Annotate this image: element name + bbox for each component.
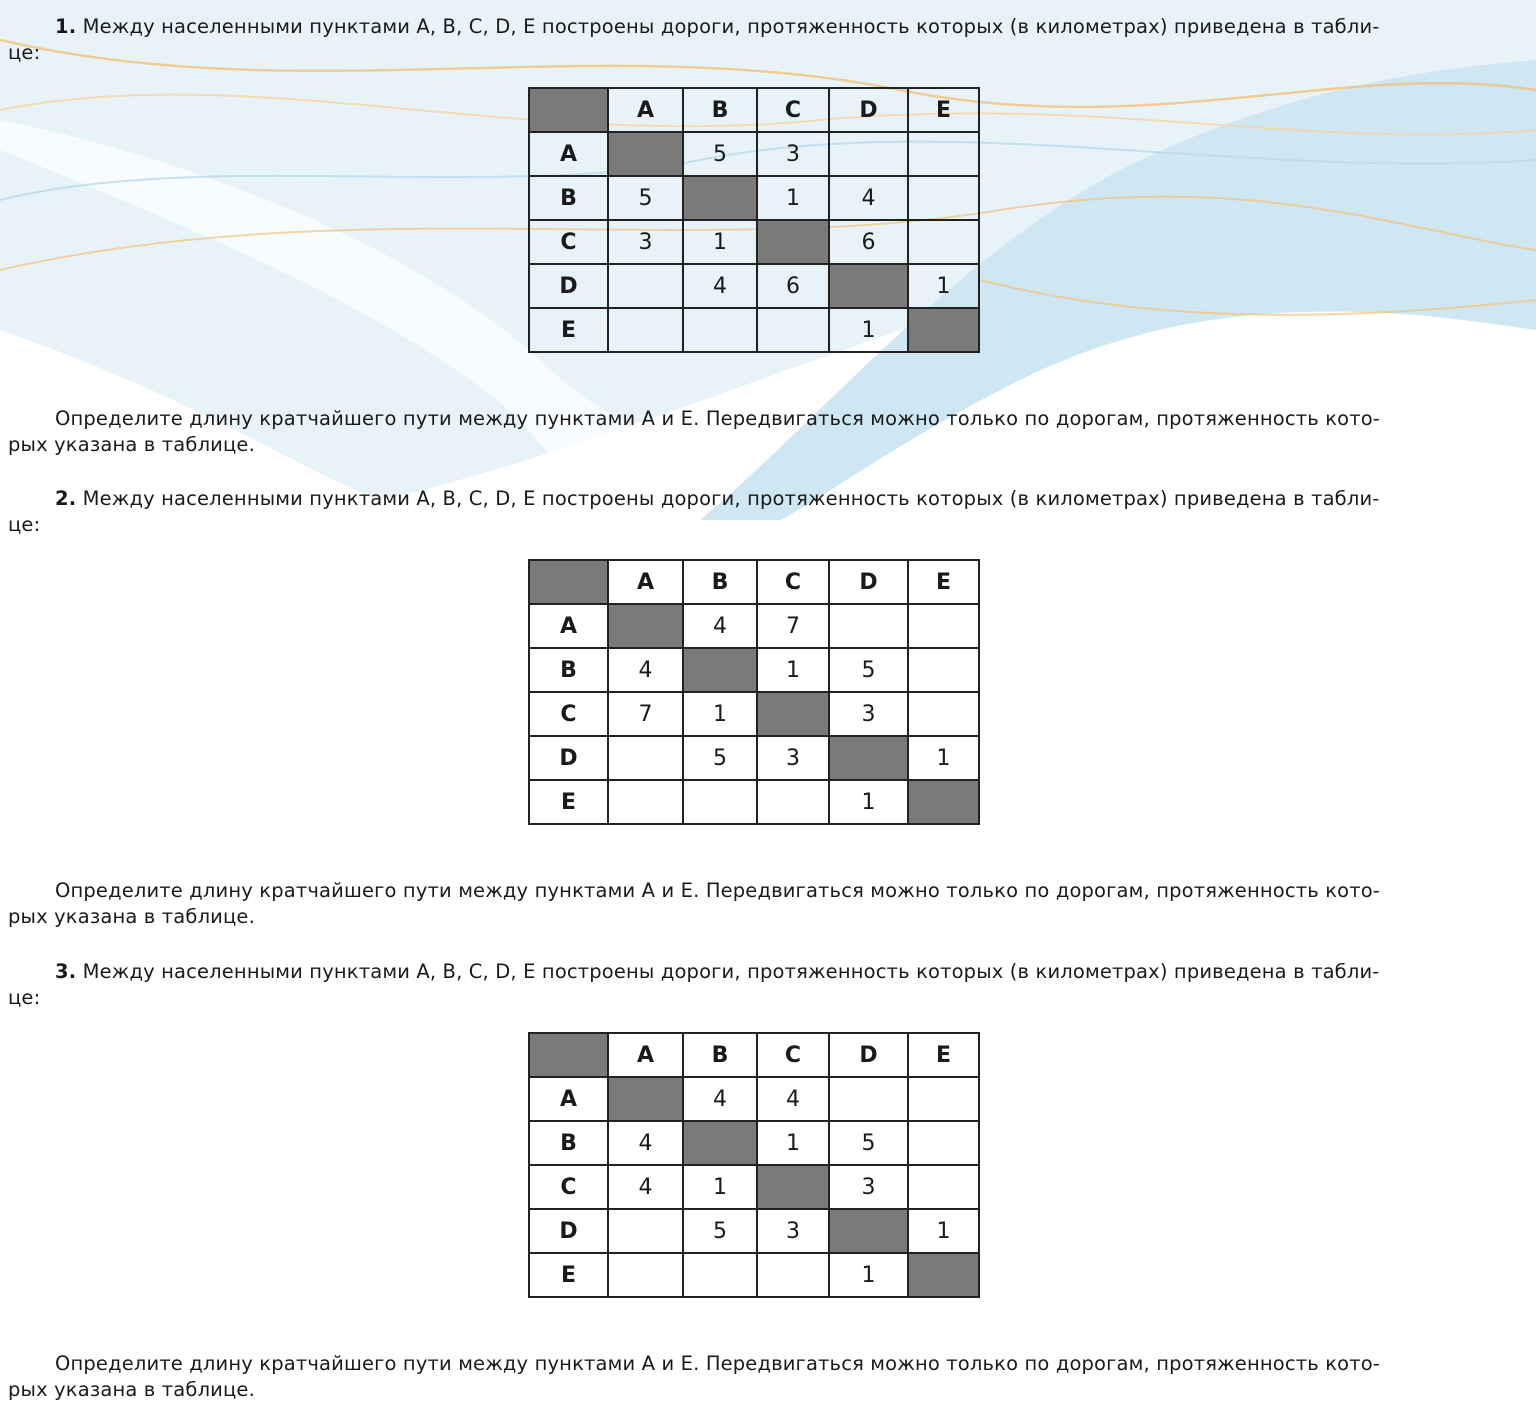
distance-cell xyxy=(829,132,908,176)
problem-number: 3. xyxy=(55,960,77,983)
distance-cell: 3 xyxy=(757,132,829,176)
distance-cell: 3 xyxy=(829,1165,908,1209)
distance-cell xyxy=(829,604,908,648)
distance-cell: 3 xyxy=(829,692,908,736)
distance-cell: 4 xyxy=(608,648,683,692)
diagonal-cell xyxy=(757,692,829,736)
distance-cell: 1 xyxy=(683,220,757,264)
distance-cell xyxy=(683,780,757,824)
column-header: E xyxy=(908,1033,979,1077)
row-header: A xyxy=(529,132,608,176)
row-header: A xyxy=(529,604,608,648)
row-header: E xyxy=(529,1253,608,1297)
distance-cell: 1 xyxy=(829,1253,908,1297)
column-header: A xyxy=(608,88,683,132)
table-row xyxy=(529,1121,979,1165)
column-header: C xyxy=(757,1033,829,1077)
column-header: C xyxy=(757,88,829,132)
table-corner-cell xyxy=(529,88,608,132)
distance-cell: 7 xyxy=(757,604,829,648)
distance-cell: 1 xyxy=(829,780,908,824)
diagonal-cell xyxy=(757,220,829,264)
problem-number: 2. xyxy=(55,487,77,510)
column-header: C xyxy=(757,560,829,604)
distance-cell xyxy=(608,264,683,308)
distance-cell: 5 xyxy=(608,176,683,220)
row-header: D xyxy=(529,1209,608,1253)
diagonal-cell xyxy=(683,1121,757,1165)
column-header: B xyxy=(683,560,757,604)
column-header: B xyxy=(683,1033,757,1077)
distance-cell: 3 xyxy=(608,220,683,264)
problem-intro-text: Между населенными пунктами A, B, C, D, E построены дороги, протяженность которых (в километрах) приведена в табли- це: xyxy=(8,15,1380,64)
table-row xyxy=(529,736,979,780)
column-header: E xyxy=(908,88,979,132)
distance-cell: 1 xyxy=(829,308,908,352)
column-header: D xyxy=(829,560,908,604)
table-row xyxy=(529,176,979,220)
distance-cell xyxy=(908,604,979,648)
distance-cell: 1 xyxy=(757,1121,829,1165)
row-header: C xyxy=(529,692,608,736)
diagonal-cell xyxy=(829,264,908,308)
distance-cell: 7 xyxy=(608,692,683,736)
distance-cell: 4 xyxy=(829,176,908,220)
column-header: B xyxy=(683,88,757,132)
diagonal-cell xyxy=(683,176,757,220)
distance-cell: 5 xyxy=(829,648,908,692)
distance-cell xyxy=(683,308,757,352)
distance-cell: 1 xyxy=(908,736,979,780)
distance-cell xyxy=(757,780,829,824)
distance-cell xyxy=(908,176,979,220)
table-row xyxy=(529,308,979,352)
distance-cell xyxy=(908,1121,979,1165)
distance-cell: 6 xyxy=(757,264,829,308)
problem-question: Определите длину кратчайшего пути между пунктами А и Е. Передвигаться можно только по дорогам, протяженность кото- рых указана в таблице. xyxy=(8,407,1380,456)
distance-table xyxy=(528,1032,980,1298)
distance-cell: 1 xyxy=(757,176,829,220)
diagonal-cell xyxy=(683,648,757,692)
distance-cell: 5 xyxy=(683,1209,757,1253)
distance-cell: 1 xyxy=(757,648,829,692)
table-row xyxy=(529,1165,979,1209)
table-row xyxy=(529,264,979,308)
row-header: C xyxy=(529,220,608,264)
distance-cell: 3 xyxy=(757,736,829,780)
distance-cell xyxy=(908,132,979,176)
problem-intro xyxy=(8,14,1502,66)
distance-cell xyxy=(683,1253,757,1297)
distance-cell: 4 xyxy=(683,1077,757,1121)
diagonal-cell xyxy=(757,1165,829,1209)
table-corner-cell xyxy=(529,560,608,604)
distance-cell: 4 xyxy=(683,604,757,648)
column-header: D xyxy=(829,88,908,132)
diagonal-cell xyxy=(908,780,979,824)
table-row xyxy=(529,692,979,736)
distance-cell: 1 xyxy=(683,1165,757,1209)
distance-cell: 1 xyxy=(683,692,757,736)
problem-number: 1. xyxy=(55,15,77,38)
distance-cell: 5 xyxy=(683,132,757,176)
distance-table xyxy=(528,559,980,825)
distance-cell: 6 xyxy=(829,220,908,264)
table-row xyxy=(529,1077,979,1121)
distance-cell xyxy=(908,648,979,692)
row-header: E xyxy=(529,308,608,352)
distance-cell: 1 xyxy=(908,264,979,308)
problem-question: Определите длину кратчайшего пути между пунктами А и Е. Передвигаться можно только по дорогам, протяженность кото- рых указана в таблице. xyxy=(8,879,1380,928)
diagonal-cell xyxy=(608,1077,683,1121)
problem-question: Определите длину кратчайшего пути между пунктами А и Е. Передвигаться можно только по дорогам, протяженность кото- рых указана в таблице. xyxy=(8,1352,1380,1401)
table-header-row xyxy=(529,560,979,604)
row-header: B xyxy=(529,648,608,692)
table-row xyxy=(529,780,979,824)
table-corner-cell xyxy=(529,1033,608,1077)
column-header: A xyxy=(608,1033,683,1077)
row-header: B xyxy=(529,1121,608,1165)
distance-cell xyxy=(908,1077,979,1121)
distance-cell xyxy=(608,308,683,352)
row-header: A xyxy=(529,1077,608,1121)
distance-cell: 5 xyxy=(683,736,757,780)
table-row xyxy=(529,132,979,176)
diagonal-cell xyxy=(608,604,683,648)
row-header: C xyxy=(529,1165,608,1209)
distance-cell xyxy=(908,1165,979,1209)
table-row xyxy=(529,220,979,264)
column-header: D xyxy=(829,1033,908,1077)
table-header-row xyxy=(529,88,979,132)
table-row xyxy=(529,1253,979,1297)
row-header: B xyxy=(529,176,608,220)
table-row xyxy=(529,1209,979,1253)
distance-cell xyxy=(908,220,979,264)
distance-cell xyxy=(757,1253,829,1297)
problem-intro xyxy=(8,959,1502,1011)
column-header: E xyxy=(908,560,979,604)
distance-cell: 4 xyxy=(608,1165,683,1209)
problem-intro-text: Между населенными пунктами A, B, C, D, E построены дороги, протяженность которых (в километрах) приведена в табли- це: xyxy=(8,487,1380,536)
diagonal-cell xyxy=(908,308,979,352)
distance-cell xyxy=(608,1209,683,1253)
distance-cell xyxy=(908,692,979,736)
distance-cell xyxy=(608,780,683,824)
column-header: A xyxy=(608,560,683,604)
distance-cell: 4 xyxy=(757,1077,829,1121)
row-header: D xyxy=(529,736,608,780)
diagonal-cell xyxy=(829,736,908,780)
distance-cell: 5 xyxy=(829,1121,908,1165)
table-row xyxy=(529,648,979,692)
table-row xyxy=(529,604,979,648)
distance-cell xyxy=(608,1253,683,1297)
row-header: D xyxy=(529,264,608,308)
distance-cell: 4 xyxy=(608,1121,683,1165)
row-header: E xyxy=(529,780,608,824)
distance-cell: 1 xyxy=(908,1209,979,1253)
diagonal-cell xyxy=(908,1253,979,1297)
problem-intro-text: Между населенными пунктами A, B, C, D, E построены дороги, протяженность которых (в километрах) приведена в табли- це: xyxy=(8,960,1380,1009)
table-header-row xyxy=(529,1033,979,1077)
distance-table xyxy=(528,87,980,353)
distance-cell xyxy=(757,308,829,352)
distance-cell: 3 xyxy=(757,1209,829,1253)
problem-intro xyxy=(8,486,1502,538)
distance-cell xyxy=(608,736,683,780)
diagonal-cell xyxy=(829,1209,908,1253)
distance-cell: 4 xyxy=(683,264,757,308)
diagonal-cell xyxy=(608,132,683,176)
distance-cell xyxy=(829,1077,908,1121)
